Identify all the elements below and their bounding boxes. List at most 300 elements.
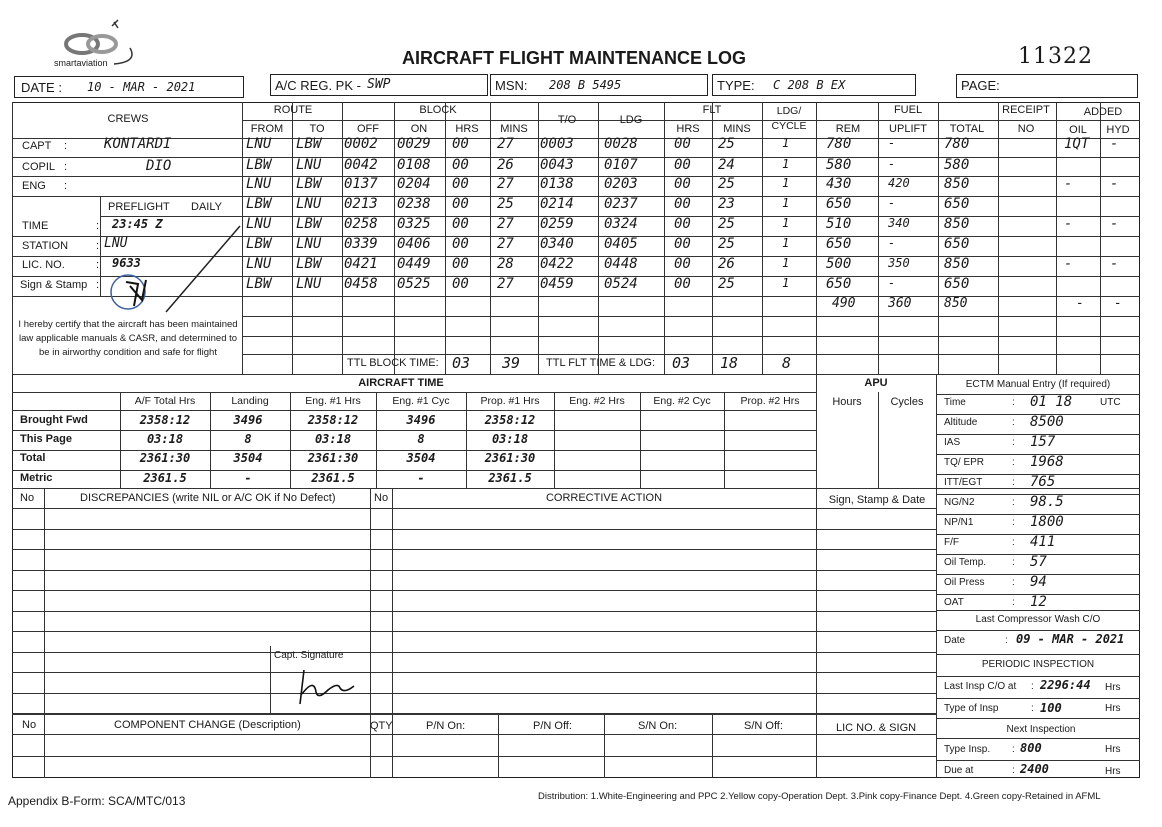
at-eng1: 2358:12 <box>307 413 359 427</box>
leg-hrs: 00 <box>452 157 469 173</box>
leg-to: LNU <box>296 196 322 212</box>
eng-label: ENG <box>22 180 46 192</box>
ectm-value: 1968 <box>1030 454 1064 470</box>
leg-rem: 510 <box>826 216 852 232</box>
flt-mins-header: MINS <box>723 123 751 135</box>
grid-hline <box>12 611 936 612</box>
leg-uplift: 420 <box>888 176 910 190</box>
grid-vline <box>394 102 395 374</box>
at-row-label: Metric <box>20 472 53 484</box>
ttl-block-hrs: 03 <box>452 354 471 372</box>
leg-cyc: 1 <box>782 276 790 290</box>
leg-off: 0421 <box>344 256 378 272</box>
leg-to: LNU <box>296 157 322 173</box>
grid-vline <box>816 374 817 488</box>
grid-vline <box>538 102 539 374</box>
leg-uplift: - <box>888 276 896 290</box>
leg-fhrs: 00 <box>674 176 691 192</box>
type-value: C 208 B EX <box>773 78 846 92</box>
comp-no-header: No <box>22 719 37 731</box>
leg-hrs: 00 <box>452 236 469 252</box>
leg-rem: 780 <box>826 136 852 152</box>
leg-total: 650 <box>944 276 970 292</box>
leg-on: 0204 <box>397 176 431 192</box>
leg-on: 0108 <box>397 157 431 173</box>
grid-vline <box>816 102 817 374</box>
corr-no-header: No <box>374 492 389 504</box>
ttl-block-label: TTL BLOCK TIME: <box>347 357 439 369</box>
at-prop1: 2358:12 <box>484 413 536 427</box>
at-landing: 8 <box>244 432 252 446</box>
lic-value: 9633 <box>112 256 141 270</box>
leg-to: LNU <box>296 236 322 252</box>
ectm-label: TQ/ EPR <box>944 457 985 468</box>
leg-oil: 1QT <box>1064 136 1090 152</box>
leg-total: 650 <box>944 236 970 252</box>
leg-tko: 0138 <box>540 176 574 192</box>
at-landing: 3496 <box>233 413 263 427</box>
leg-rem: 580 <box>826 157 852 173</box>
grid-vline <box>1056 102 1057 374</box>
next-type-unit: Hrs <box>1105 744 1121 755</box>
leg-from: LBW <box>246 276 272 292</box>
grid-vline <box>998 102 999 374</box>
at-header: Eng. #1 Cyc <box>392 395 450 407</box>
leg-off: 0002 <box>344 136 378 152</box>
grid-hline <box>12 631 936 632</box>
lic-sign-header: LIC NO. & SIGN <box>836 722 917 734</box>
grid-vline <box>376 392 377 488</box>
preflight-label: PREFLIGHT <box>108 201 170 213</box>
receipt-header: RECEIPT <box>1002 104 1050 116</box>
leg-rem: 650 <box>826 236 852 252</box>
leg-hyd: - <box>1110 176 1119 192</box>
leg-total: 780 <box>944 136 970 152</box>
grid-hline <box>12 756 936 757</box>
at-eng1: 2361.5 <box>311 471 355 485</box>
ectm-label: NG/N2 <box>944 497 975 508</box>
leg-from: LNU <box>246 136 272 152</box>
at-af: 2361.5 <box>143 471 187 485</box>
disc-title: DISCREPANCIES (write NIL or A/C OK if No Defect) <box>80 492 336 504</box>
msn-value: 208 B 5495 <box>549 78 622 92</box>
oil-header: OIL <box>1069 124 1087 136</box>
receipt-no-header: NO <box>1017 123 1035 135</box>
leg-from: LNU <box>246 216 272 232</box>
grid-hline <box>12 470 816 471</box>
leg-hyd: - <box>1110 256 1119 272</box>
date-value: 10 - MAR - 2021 <box>87 80 196 94</box>
leg-uplift: - <box>888 157 896 171</box>
leg-to: LBW <box>296 176 322 192</box>
leg-mins: 25 <box>497 196 514 212</box>
extra-fuel-total: 850 <box>944 296 968 311</box>
leg-rem: 430 <box>826 176 852 192</box>
at-row-label: This Page <box>20 433 72 445</box>
ttl-flt-hrs: 03 <box>672 354 691 372</box>
ectm-value: 157 <box>1030 434 1056 450</box>
pn-on-header: P/N On: <box>426 720 466 732</box>
grid-vline <box>270 646 271 714</box>
leg-rem: 650 <box>826 196 852 212</box>
grid-vline <box>44 488 45 714</box>
grid-hline <box>12 430 816 431</box>
crews-header: CREWS <box>107 113 149 125</box>
capt-label: CAPT <box>22 140 52 152</box>
ectm-value: 765 <box>1030 474 1056 490</box>
inspection-stamp <box>108 272 158 314</box>
leg-ldg: 0405 <box>604 236 638 252</box>
grid-hline <box>12 652 936 653</box>
leg-hyd: - <box>1110 136 1119 152</box>
grid-hline <box>12 693 936 694</box>
leg-on: 0238 <box>397 196 431 212</box>
at-af: 2361:30 <box>139 451 191 465</box>
flt-header: FLT <box>702 104 722 116</box>
grid-vline <box>816 714 817 778</box>
sn-off-header: S/N Off: <box>744 720 783 732</box>
leg-cyc: 1 <box>782 136 790 150</box>
leg-oil: - <box>1064 176 1073 192</box>
ectm-label: OAT <box>944 597 964 608</box>
rem-header: REM <box>835 123 861 135</box>
grid-hline <box>242 296 1140 297</box>
next-insp-title: Next Inspection <box>1006 724 1076 735</box>
ectm-value: 98.5 <box>1030 494 1064 510</box>
date-label: DATE : <box>21 80 62 95</box>
msn-label: MSN: <box>495 78 528 93</box>
leg-mins: 26 <box>497 157 514 173</box>
ttl-flt-label: TTL FLT TIME & LDG: <box>546 357 656 369</box>
leg-uplift: 340 <box>888 216 910 230</box>
ttl-ldg: 8 <box>782 354 792 372</box>
grid-hline <box>242 120 1140 121</box>
grid-hline <box>12 508 936 509</box>
grid-vline <box>724 392 725 488</box>
leg-total: 850 <box>944 256 970 272</box>
copil-label: COPIL <box>22 161 56 173</box>
grid-vline <box>392 488 393 714</box>
capt-name: KONTARDI <box>104 136 172 152</box>
hyd-header: HYD <box>1106 124 1130 136</box>
leg-to: LNU <box>296 276 322 292</box>
extra-fuel-hyd: - <box>1114 296 1122 311</box>
leg-fhrs: 00 <box>674 276 691 292</box>
at-landing: 3504 <box>233 451 263 465</box>
leg-off: 0137 <box>344 176 378 192</box>
extra-fuel-uplift: 360 <box>888 296 912 311</box>
added-header: ADDED <box>1083 106 1123 118</box>
leg-total: 850 <box>944 176 970 192</box>
takeoff-header: T/O <box>557 114 577 126</box>
ectm-value: 94 <box>1030 574 1047 590</box>
comp-title: COMPONENT CHANGE (Description) <box>114 719 301 731</box>
grid-hline <box>936 676 1140 677</box>
form-title: AIRCRAFT FLIGHT MAINTENANCE LOG <box>402 48 746 68</box>
apu-hours-header: Hours <box>832 396 862 408</box>
at-eng1: 03:18 <box>314 432 352 446</box>
ectm-value: 8500 <box>1030 414 1064 430</box>
block-mins-header: MINS <box>500 123 528 135</box>
at-prop1: 2361.5 <box>488 471 532 485</box>
sign-label: Sign & Stamp <box>20 279 88 291</box>
leg-ldg: 0028 <box>604 136 638 152</box>
leg-total: 580 <box>944 157 970 173</box>
ectm-unit: UTC <box>1100 397 1121 408</box>
leg-fhrs: 00 <box>674 256 691 272</box>
type-insp-unit: Hrs <box>1105 703 1121 714</box>
leg-ldg: 0324 <box>604 216 638 232</box>
leg-off: 0458 <box>344 276 378 292</box>
next-type-value: 800 <box>1020 741 1042 755</box>
leg-mins: 27 <box>497 276 514 292</box>
grid-vline <box>1100 102 1101 374</box>
sign-stamp-date: Sign, Stamp & Date <box>828 494 926 506</box>
to-header: TO <box>309 123 325 135</box>
page-label: PAGE: <box>961 78 1000 93</box>
leg-fmins: 25 <box>718 216 735 232</box>
copil-name: DIO <box>146 158 172 174</box>
leg-off: 0339 <box>344 236 378 252</box>
leg-ldg: 0237 <box>604 196 638 212</box>
leg-from: LBW <box>246 236 272 252</box>
grid-vline <box>290 392 291 488</box>
grid-hline <box>12 672 936 673</box>
grid-vline <box>466 392 467 488</box>
last-insp-value: 2296:44 <box>1040 678 1091 692</box>
on-header: ON <box>410 123 428 135</box>
leg-rem: 650 <box>826 276 852 292</box>
grid-hline <box>936 630 1140 631</box>
leg-fmins: 25 <box>718 136 735 152</box>
due-value: 2400 <box>1020 762 1049 776</box>
apu-title: APU <box>864 377 888 389</box>
at-landing: - <box>244 471 252 485</box>
apu-cycles-header: Cycles <box>890 396 924 408</box>
ectm-value: 1800 <box>1030 514 1064 530</box>
block-header: BLOCK <box>419 104 457 116</box>
grid-hline <box>12 549 936 550</box>
at-af: 03:18 <box>146 432 184 446</box>
leg-cyc: 1 <box>782 216 790 230</box>
leg-oil: - <box>1064 216 1073 232</box>
leg-ldg: 0203 <box>604 176 638 192</box>
grid-vline <box>44 714 45 778</box>
leg-oil: - <box>1064 256 1073 272</box>
station-label: STATION <box>22 240 69 252</box>
ectm-label: Oil Temp. <box>944 557 987 568</box>
daily-label: DAILY <box>191 201 222 213</box>
at-cyc1: 8 <box>417 432 425 446</box>
leg-hyd: - <box>1110 216 1119 232</box>
leg-uplift: - <box>888 136 896 150</box>
qty-header: QTY <box>370 720 393 732</box>
wash-date-label: Date <box>944 635 966 646</box>
at-header: Eng. #2 Cyc <box>653 395 711 407</box>
at-prop1: 03:18 <box>491 432 529 446</box>
leg-fmins: 26 <box>718 256 735 272</box>
grid-hline <box>242 316 1140 317</box>
reg-label: A/C REG. PK - <box>275 78 361 93</box>
grid-vline <box>210 392 211 488</box>
leg-fmins: 24 <box>718 157 735 173</box>
leg-fmins: 25 <box>718 176 735 192</box>
ttl-flt-mins: 18 <box>720 354 739 372</box>
due-label: Due at <box>944 765 974 776</box>
grid-hline <box>936 738 1140 739</box>
grid-vline <box>712 102 713 374</box>
leg-fhrs: 00 <box>674 236 691 252</box>
leg-fhrs: 00 <box>674 216 691 232</box>
leg-fmins: 23 <box>718 196 735 212</box>
leg-fmins: 25 <box>718 276 735 292</box>
ectm-label: F/F <box>944 537 959 548</box>
ldg-cycle-header: LDG/ CYCLE <box>771 105 807 132</box>
grid-vline <box>100 196 101 296</box>
grid-vline <box>12 102 13 374</box>
at-prop1: 2361:30 <box>484 451 536 465</box>
leg-tko: 0422 <box>540 256 574 272</box>
leg-mins: 27 <box>497 176 514 192</box>
brand-name: smartaviation <box>54 58 108 68</box>
leg-on: 0325 <box>397 216 431 232</box>
leg-to: LBW <box>296 256 322 272</box>
grid-vline <box>342 102 343 374</box>
grid-vline <box>498 714 499 778</box>
grid-vline <box>445 102 446 374</box>
leg-hrs: 00 <box>452 276 469 292</box>
leg-from: LNU <box>246 176 272 192</box>
leg-hrs: 00 <box>452 176 469 192</box>
certify-text: I hereby certify that the aircraft has been maintained law applicable manuals & CASR, and determined to be in airworthy condition and safe for flight <box>18 319 238 358</box>
leg-on: 0406 <box>397 236 431 252</box>
leg-tko: 0259 <box>540 216 574 232</box>
form-number: 11322 <box>1018 44 1093 69</box>
grid-hline <box>936 698 1140 699</box>
disc-no-header: No <box>20 492 35 504</box>
grid-hline <box>12 590 936 591</box>
captain-signature <box>294 664 360 710</box>
at-header: Eng. #1 Hrs <box>305 395 361 407</box>
leg-fhrs: 00 <box>674 196 691 212</box>
leg-fmins: 25 <box>718 236 735 252</box>
grid-vline <box>878 102 879 374</box>
leg-to: LBW <box>296 136 322 152</box>
preflight-station: LNU <box>104 236 128 251</box>
grid-hline <box>242 354 1140 355</box>
grid-vline <box>604 714 605 778</box>
at-header: A/F Total Hrs <box>134 395 196 407</box>
ectm-value: 57 <box>1030 554 1047 570</box>
route-header: ROUTE <box>273 104 313 116</box>
at-row-label: Total <box>20 452 46 464</box>
ectm-title: ECTM Manual Entry (If required) <box>965 379 1111 390</box>
type-insp-label: Type of Insp <box>944 703 999 714</box>
preflight-time: 23:45 Z <box>112 217 163 231</box>
daily-strike-line <box>160 222 244 318</box>
grid-vline <box>120 392 121 488</box>
ectm-label: Oil Press <box>944 577 985 588</box>
leg-ldg: 0448 <box>604 256 638 272</box>
leg-from: LBW <box>246 157 272 173</box>
leg-hrs: 00 <box>452 216 469 232</box>
off-header: OFF <box>357 123 379 135</box>
time-label: TIME <box>22 220 49 232</box>
grid-vline <box>598 102 599 374</box>
block-hrs-header: HRS <box>455 123 479 135</box>
leg-tko: 0043 <box>540 157 574 173</box>
leg-rem: 500 <box>826 256 852 272</box>
leg-mins: 27 <box>497 236 514 252</box>
leg-uplift: - <box>888 196 896 210</box>
grid-vline <box>816 488 817 714</box>
type-label: TYPE: <box>717 78 755 93</box>
grid-vline <box>292 102 293 374</box>
at-af: 2358:12 <box>139 413 191 427</box>
ectm-label: ITT/EGT <box>944 477 983 488</box>
leg-hrs: 00 <box>452 196 469 212</box>
grid-vline <box>762 102 763 374</box>
grid-vline <box>878 392 879 488</box>
grid-hline <box>936 760 1140 761</box>
flt-hrs-header: HRS <box>676 123 700 135</box>
grid-vline <box>554 392 555 488</box>
grid-hline <box>12 734 936 735</box>
wash-title: Last Compressor Wash C/O <box>975 614 1101 625</box>
capt-signature-label: Capt. Signature <box>274 650 344 661</box>
lic-label: LIC. NO. <box>22 259 65 271</box>
at-header: Eng. #2 Hrs <box>569 395 625 407</box>
leg-tko: 0459 <box>540 276 574 292</box>
leg-from: LNU <box>246 256 272 272</box>
type-insp-value: 100 <box>1040 701 1062 715</box>
leg-tko: 0214 <box>540 196 574 212</box>
leg-cyc: 1 <box>782 256 790 270</box>
corrective-title: CORRECTIVE ACTION <box>545 492 663 504</box>
ectm-label: Altitude <box>944 417 978 428</box>
leg-on: 0525 <box>397 276 431 292</box>
leg-off: 0258 <box>344 216 378 232</box>
at-header: Landing <box>231 395 269 407</box>
at-header: Prop. #2 Hrs <box>740 395 800 407</box>
leg-to: LBW <box>296 216 322 232</box>
grid-hline <box>12 529 936 530</box>
fuel-header: FUEL <box>893 104 923 116</box>
at-cyc1: 3496 <box>406 413 436 427</box>
leg-cyc: 1 <box>782 236 790 250</box>
ectm-value: 411 <box>1030 534 1056 550</box>
distribution-note: Distribution: 1.White-Engineering and PPC 2.Yellow copy-Operation Dept. 3.Pink copy-Finance Dept. 4.Green copy-Retained in AFML <box>538 791 1101 802</box>
last-insp-label: Last Insp C/O at <box>944 681 1017 692</box>
leg-tko: 0003 <box>540 136 574 152</box>
leg-off: 0213 <box>344 196 378 212</box>
periodic-title: PERIODIC INSPECTION <box>981 659 1095 670</box>
leg-mins: 28 <box>497 256 514 272</box>
leg-cyc: 1 <box>782 176 790 190</box>
leg-cyc: 1 <box>782 157 790 171</box>
reg-value: SWP <box>367 77 391 92</box>
grid-vline <box>640 392 641 488</box>
ldg-header: LDG <box>619 114 643 126</box>
leg-mins: 27 <box>497 216 514 232</box>
leg-ldg: 0107 <box>604 157 638 173</box>
due-unit: Hrs <box>1105 766 1121 777</box>
total-header: TOTAL <box>949 123 985 135</box>
at-row-label: Brought Fwd <box>20 414 88 426</box>
leg-on: 0449 <box>397 256 431 272</box>
next-type-label: Type Insp. <box>944 744 991 755</box>
at-cyc1: 3504 <box>406 451 436 465</box>
